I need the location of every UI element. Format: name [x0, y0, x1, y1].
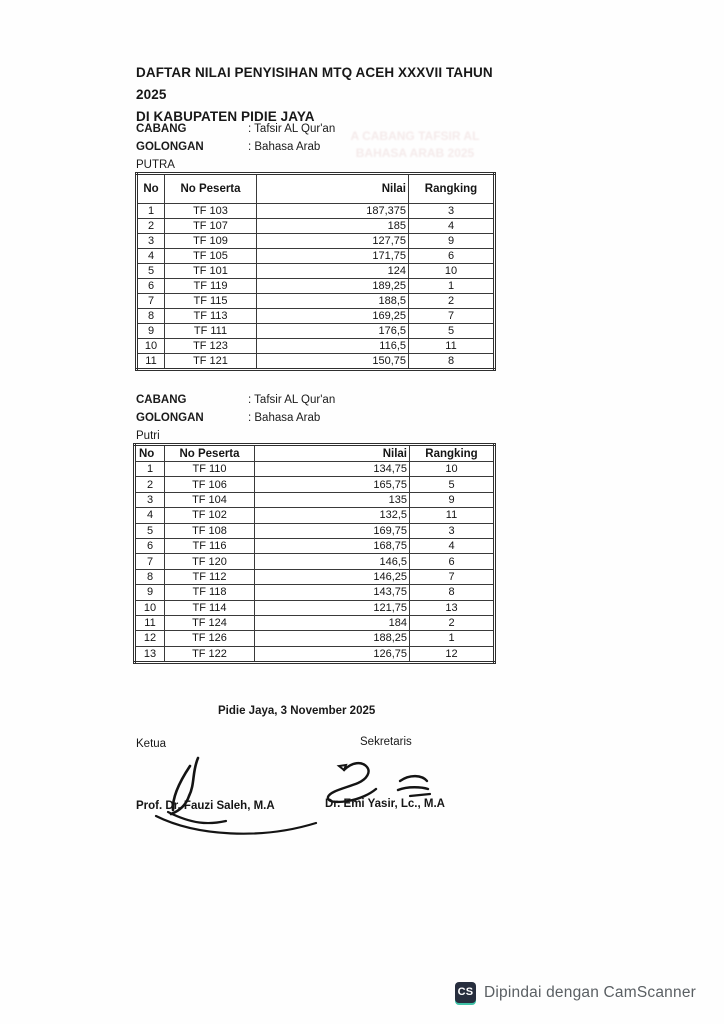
cell: 7 — [409, 309, 495, 324]
cell: 1 — [135, 462, 165, 477]
table-row — [137, 234, 495, 249]
table-row — [135, 600, 495, 615]
cell: TF 123 — [165, 339, 257, 354]
cell: 13 — [135, 646, 165, 662]
cell: TF 108 — [165, 523, 255, 538]
golongan-label: GOLONGAN — [136, 412, 204, 424]
cell: TF 105 — [165, 249, 257, 264]
cell: 132,5 — [255, 508, 410, 523]
document-title — [136, 62, 516, 128]
cell: TF 110 — [165, 462, 255, 477]
cell: 7 — [410, 569, 495, 584]
sekretaris-label: Sekretaris — [360, 736, 412, 748]
column-header: No Peserta — [165, 174, 257, 204]
ketua-signature — [146, 750, 321, 838]
cell: 184 — [255, 615, 410, 630]
camscanner-badge — [455, 982, 696, 1003]
cell: TF 111 — [165, 324, 257, 339]
cell: 1 — [410, 631, 495, 646]
header-row — [135, 445, 495, 462]
cell: 116,5 — [257, 339, 409, 354]
table-row — [135, 554, 495, 569]
score-table-putra — [135, 172, 496, 371]
cell: 150,75 — [257, 354, 409, 370]
table-row — [135, 646, 495, 662]
cell: 10 — [135, 600, 165, 615]
signature-icon — [146, 750, 321, 838]
cell: TF 115 — [165, 294, 257, 309]
score-table-putri — [133, 443, 496, 664]
cell: 169,75 — [255, 523, 410, 538]
cell: 10 — [137, 339, 165, 354]
cell: 188,5 — [257, 294, 409, 309]
golongan-value: : Bahasa Arab — [248, 141, 321, 153]
golongan-value: : Bahasa Arab — [248, 412, 321, 424]
table-row — [135, 631, 495, 646]
cell: 6 — [409, 249, 495, 264]
cell: 11 — [409, 339, 495, 354]
cell: 127,75 — [257, 234, 409, 249]
column-header: No — [137, 174, 165, 204]
cell: 2 — [409, 294, 495, 309]
cell: 5 — [410, 477, 495, 492]
cell: TF 122 — [165, 646, 255, 662]
cell: TF 119 — [165, 279, 257, 294]
cell: 3 — [409, 204, 495, 219]
cell: 135 — [255, 492, 410, 507]
cell: 165,75 — [255, 477, 410, 492]
category-label-putra: PUTRA — [136, 159, 175, 171]
table-row — [135, 462, 495, 477]
table-row — [137, 279, 495, 294]
section-putri-meta — [136, 391, 476, 445]
table-row — [137, 219, 495, 234]
cell: 8 — [135, 569, 165, 584]
column-header: No Peserta — [165, 445, 255, 462]
section-putra-meta — [136, 120, 476, 174]
cell: 4 — [135, 508, 165, 523]
column-header: Nilai — [257, 174, 409, 204]
cell: 10 — [409, 264, 495, 279]
golongan-label: GOLONGAN — [136, 141, 204, 153]
table-row — [135, 508, 495, 523]
cell: 176,5 — [257, 324, 409, 339]
cell: 2 — [410, 615, 495, 630]
cell: 7 — [137, 294, 165, 309]
cell: 185 — [257, 219, 409, 234]
cell: 1 — [137, 204, 165, 219]
cell: 169,25 — [257, 309, 409, 324]
cell: TF 101 — [165, 264, 257, 279]
cell: TF 107 — [165, 219, 257, 234]
camscanner-label: Dipindai dengan CamScanner — [484, 983, 696, 1001]
cell: 11 — [137, 354, 165, 370]
category-label-putri: Putri — [136, 430, 160, 442]
cell: 12 — [410, 646, 495, 662]
cell: 5 — [409, 324, 495, 339]
table-row — [135, 538, 495, 553]
cell: 9 — [137, 324, 165, 339]
ketua-name: Prof. Dr. Fauzi Saleh, M.A — [136, 800, 275, 812]
table-row — [137, 324, 495, 339]
cell: 3 — [410, 523, 495, 538]
cabang-row — [136, 391, 476, 409]
document-title-line2: DI KABUPATEN PIDIE JAYA — [136, 109, 315, 124]
cell: 124 — [257, 264, 409, 279]
ghost-watermark: A CABANG TAFSIR AL BAHASA ARAB 2025 — [350, 129, 480, 160]
cell: 189,25 — [257, 279, 409, 294]
table-row — [135, 615, 495, 630]
document-title-line1: DAFTAR NILAI PENYISIHAN MTQ ACEH XXXVII TAHUN 2025 — [136, 65, 493, 102]
cell: TF 114 — [165, 600, 255, 615]
cell: TF 116 — [165, 538, 255, 553]
cell: 143,75 — [255, 585, 410, 600]
cell: 4 — [137, 249, 165, 264]
table-row — [135, 477, 495, 492]
cell: 8 — [409, 354, 495, 370]
cell: 9 — [135, 585, 165, 600]
cell: TF 121 — [165, 354, 257, 370]
cell: TF 126 — [165, 631, 255, 646]
ketua-label: Ketua — [136, 738, 167, 750]
cell: 6 — [135, 538, 165, 553]
cell: 11 — [135, 615, 165, 630]
table-row — [137, 249, 495, 264]
golongan-row — [136, 409, 476, 427]
cell: TF 109 — [165, 234, 257, 249]
date-line: Pidie Jaya, 3 November 2025 — [218, 705, 376, 717]
sekretaris-name: Dr. Emi Yasir, Lc., M.A — [325, 798, 445, 810]
table-row — [137, 294, 495, 309]
cell: TF 120 — [165, 554, 255, 569]
cell: 9 — [409, 234, 495, 249]
cell: 134,75 — [255, 462, 410, 477]
cell: TF 104 — [165, 492, 255, 507]
cell: 8 — [410, 585, 495, 600]
cell: 146,25 — [255, 569, 410, 584]
cell: 171,75 — [257, 249, 409, 264]
cell: TF 113 — [165, 309, 257, 324]
cell: 4 — [409, 219, 495, 234]
cell: 187,375 — [257, 204, 409, 219]
cabang-label: CABANG — [136, 123, 187, 135]
cell: 9 — [410, 492, 495, 507]
cell: 13 — [410, 600, 495, 615]
cell: 8 — [137, 309, 165, 324]
column-header: Rangking — [410, 445, 495, 462]
cell: 3 — [135, 492, 165, 507]
header-row — [137, 174, 495, 204]
table-row — [137, 354, 495, 370]
cell: 10 — [410, 462, 495, 477]
cell: 4 — [410, 538, 495, 553]
cell: 121,75 — [255, 600, 410, 615]
column-header: Nilai — [255, 445, 410, 462]
cell: TF 118 — [165, 585, 255, 600]
table-row — [135, 569, 495, 584]
cell: 168,75 — [255, 538, 410, 553]
cell: 146,5 — [255, 554, 410, 569]
cell: TF 106 — [165, 477, 255, 492]
cell: 2 — [135, 477, 165, 492]
table-row — [135, 585, 495, 600]
cell: 188,25 — [255, 631, 410, 646]
table-row — [137, 309, 495, 324]
cell: TF 102 — [165, 508, 255, 523]
cell: 2 — [137, 219, 165, 234]
table-row — [135, 492, 495, 507]
cell: 6 — [410, 554, 495, 569]
cell: TF 124 — [165, 615, 255, 630]
cell: 11 — [410, 508, 495, 523]
cell: TF 103 — [165, 204, 257, 219]
cell: TF 112 — [165, 569, 255, 584]
golongan-row — [136, 138, 476, 156]
cell: 5 — [135, 523, 165, 538]
table-row — [137, 204, 495, 219]
table-row — [137, 339, 495, 354]
table-row — [135, 523, 495, 538]
cabang-row — [136, 120, 476, 138]
cabang-value: : Tafsir AL Qur'an — [248, 123, 336, 135]
cell: 1 — [409, 279, 495, 294]
cell: 12 — [135, 631, 165, 646]
table-row — [137, 264, 495, 279]
cell: 3 — [137, 234, 165, 249]
column-header: Rangking — [409, 174, 495, 204]
cell: 6 — [137, 279, 165, 294]
camscanner-icon: CS — [455, 982, 476, 1003]
cabang-value: : Tafsir AL Qur'an — [248, 394, 336, 406]
cell: 5 — [137, 264, 165, 279]
cell: 126,75 — [255, 646, 410, 662]
column-header: No — [135, 445, 165, 462]
cell: 7 — [135, 554, 165, 569]
cabang-label: CABANG — [136, 394, 187, 406]
